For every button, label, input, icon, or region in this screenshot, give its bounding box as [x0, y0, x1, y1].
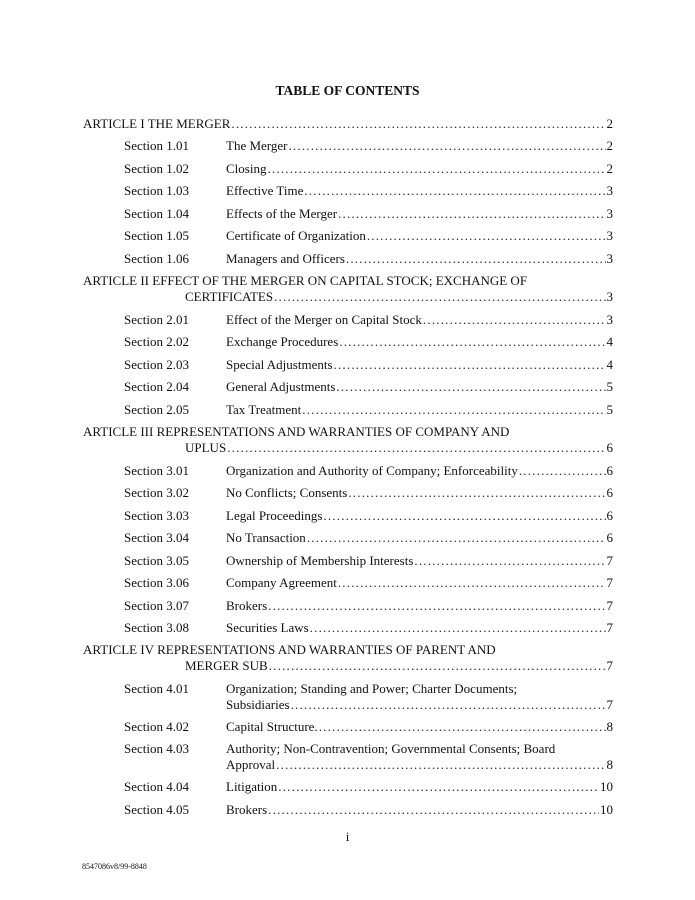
section-number: Section 1.06 — [124, 251, 189, 266]
page-ref: 3 — [606, 312, 613, 327]
page-ref: 4 — [606, 357, 613, 372]
section-title: General Adjustments — [226, 379, 336, 394]
section-title: Securities Laws — [226, 620, 309, 635]
page-ref: 6 — [606, 440, 613, 455]
toc-section-1-04[interactable] — [226, 206, 613, 222]
page-ref: 5 — [606, 402, 613, 417]
section-title-cont: Approval — [226, 757, 276, 772]
page-ref: 7 — [606, 620, 613, 635]
page-ref: 7 — [606, 575, 613, 590]
dot-leader — [348, 485, 605, 501]
section-number: Section 4.05 — [124, 802, 189, 817]
toc-article-2[interactable] — [185, 289, 613, 305]
section-number: Section 3.01 — [124, 463, 189, 478]
section-title: Managers and Officers — [226, 251, 345, 266]
section-title: Closing — [226, 161, 267, 176]
toc-section-4-03[interactable] — [226, 757, 613, 773]
page-ref: 3 — [606, 251, 613, 266]
toc-section-4-01[interactable] — [226, 697, 613, 713]
section-number: Section 1.04 — [124, 206, 189, 221]
page-ref: 6 — [606, 485, 613, 500]
page-ref: 2 — [606, 116, 613, 131]
page-ref: 10 — [600, 779, 613, 794]
section-number: Section 4.04 — [124, 779, 189, 794]
page-ref: 2 — [606, 138, 613, 153]
toc-article-1[interactable] — [83, 116, 613, 132]
dot-leader — [307, 530, 606, 546]
toc-section-3-03[interactable] — [226, 508, 613, 524]
page-ref: 5 — [606, 379, 613, 394]
article-heading[interactable]: ARTICLE III REPRESENTATIONS AND WARRANTIES OF COMPANY AND — [83, 424, 510, 439]
toc-section-4-05[interactable] — [226, 802, 613, 818]
section-number: Section 3.04 — [124, 530, 189, 545]
section-number: Section 3.05 — [124, 553, 189, 568]
toc-section-4-02[interactable] — [226, 719, 613, 735]
section-title: No Transaction — [226, 530, 306, 545]
dot-leader — [231, 116, 605, 132]
section-number: Section 3.06 — [124, 575, 189, 590]
section-number: Section 2.02 — [124, 334, 189, 349]
toc-article-4[interactable] — [185, 658, 613, 674]
toc-section-3-04[interactable] — [226, 530, 613, 546]
toc-section-2-05[interactable] — [226, 402, 613, 418]
dot-leader — [323, 508, 605, 524]
section-number: Section 3.07 — [124, 598, 189, 613]
section-number: Section 2.04 — [124, 379, 189, 394]
page-ref: 7 — [606, 553, 613, 568]
section-title: Ownership of Membership Interests — [226, 553, 414, 568]
section-title: Litigation — [226, 779, 278, 794]
toc-section-3-02[interactable] — [226, 485, 613, 501]
section-title: Exchange Procedures — [226, 334, 339, 349]
section-title: Certificate of Organization — [226, 228, 366, 243]
section-title: Capital Structure. — [226, 719, 318, 734]
section-number: Section 1.03 — [124, 183, 189, 198]
section-title: Company Agreement — [226, 575, 337, 590]
article-heading: ARTICLE I THE MERGER — [83, 116, 231, 131]
section-title: Effect of the Merger on Capital Stock — [226, 312, 422, 327]
section-title[interactable]: Authority; Non-Contravention; Governmental Consents; Board — [226, 741, 556, 756]
toc-section-1-02[interactable] — [226, 161, 613, 177]
section-title: Effective Time — [226, 183, 304, 198]
toc-section-2-03[interactable] — [226, 357, 613, 373]
page-ref: 8 — [606, 757, 613, 772]
page-ref: 6 — [606, 463, 613, 478]
section-number: Section 2.05 — [124, 402, 189, 417]
article-heading[interactable]: ARTICLE II EFFECT OF THE MERGER ON CAPITAL STOCK; EXCHANGE OF — [83, 273, 528, 288]
dot-leader — [334, 357, 606, 373]
article-heading-cont: MERGER SUB — [185, 658, 268, 673]
dot-leader — [267, 161, 605, 177]
dot-leader — [519, 463, 606, 479]
section-number: Section 3.02 — [124, 485, 189, 500]
page-ref: 7 — [606, 598, 613, 613]
page-ref: 3 — [606, 228, 613, 243]
dot-leader — [278, 779, 599, 795]
page-ref: 7 — [606, 697, 613, 712]
dot-leader — [319, 719, 606, 735]
toc-section-2-01[interactable] — [226, 312, 613, 328]
dot-leader — [269, 658, 606, 674]
dot-leader — [291, 697, 606, 713]
section-title: Special Adjustments — [226, 357, 333, 372]
dot-leader — [346, 251, 606, 267]
section-title: The Merger — [226, 138, 288, 153]
toc-section-2-04[interactable] — [226, 379, 613, 395]
article-heading-cont: UPLUS — [185, 440, 227, 455]
section-title: No Conflicts; Consents — [226, 485, 348, 500]
page-number: i — [345, 829, 350, 844]
dot-leader — [274, 289, 605, 305]
dot-leader — [276, 757, 605, 773]
dot-leader — [338, 575, 606, 591]
article-heading-cont: CERTIFICATES — [185, 289, 274, 304]
toc-section-3-01[interactable] — [226, 463, 613, 479]
dot-leader — [227, 440, 605, 456]
page-ref: 3 — [606, 183, 613, 198]
page-ref: 6 — [606, 508, 613, 523]
section-number: Section 2.03 — [124, 357, 189, 372]
toc-section-4-04[interactable] — [226, 779, 613, 795]
section-number: Section 4.02 — [124, 719, 189, 734]
toc-section-1-01[interactable] — [226, 138, 613, 154]
dot-leader — [367, 228, 606, 244]
page-title: TABLE OF CONTENTS — [275, 83, 420, 98]
section-title: Effects of the Merger — [226, 206, 338, 221]
page-ref: 2 — [606, 161, 613, 176]
dot-leader — [268, 598, 605, 614]
toc-section-1-06[interactable] — [226, 251, 613, 267]
section-number: Section 2.01 — [124, 312, 189, 327]
dot-leader — [304, 183, 605, 199]
toc-section-3-05[interactable] — [226, 553, 613, 569]
section-title: Legal Proceedings — [226, 508, 323, 523]
toc-article-3[interactable] — [185, 440, 613, 456]
section-number: Section 3.03 — [124, 508, 189, 523]
toc-section-2-02[interactable] — [226, 334, 613, 350]
section-title: Brokers — [226, 802, 268, 817]
section-title: Brokers — [226, 598, 268, 613]
dot-leader — [336, 379, 605, 395]
section-number: Section 4.03 — [124, 741, 189, 756]
page-ref: 10 — [600, 802, 613, 817]
dot-leader — [423, 312, 606, 328]
section-number: Section 1.05 — [124, 228, 189, 243]
page-ref: 8 — [606, 719, 613, 734]
page-ref: 3 — [606, 289, 613, 304]
section-title: Organization and Authority of Company; Enforceability — [226, 463, 518, 478]
dot-leader — [414, 553, 605, 569]
toc-section-1-05[interactable] — [226, 228, 613, 244]
dot-leader — [268, 802, 599, 818]
toc-section-1-03[interactable] — [226, 183, 613, 199]
section-number: Section 1.01 — [124, 138, 189, 153]
dot-leader — [288, 138, 605, 154]
toc-section-3-08[interactable] — [226, 620, 613, 636]
dot-leader — [302, 402, 605, 418]
toc-section-3-06[interactable] — [226, 575, 613, 591]
section-number: Section 1.02 — [124, 161, 189, 176]
section-title[interactable]: Organization; Standing and Power; Charter Documents; — [226, 681, 518, 696]
section-title-cont: Subsidiaries — [226, 697, 290, 712]
article-heading[interactable]: ARTICLE IV REPRESENTATIONS AND WARRANTIES OF PARENT AND — [83, 642, 496, 657]
dot-leader — [310, 620, 606, 636]
section-title: Tax Treatment — [226, 402, 302, 417]
page-ref: 3 — [606, 206, 613, 221]
section-number: Section 4.01 — [124, 681, 189, 696]
page-ref: 4 — [606, 334, 613, 349]
page-ref: 7 — [606, 658, 613, 673]
page-ref: 6 — [606, 530, 613, 545]
dot-leader — [339, 334, 605, 350]
section-number: Section 3.08 — [124, 620, 189, 635]
document-id: 8547086v8/99-8848 — [82, 862, 147, 871]
dot-leader — [338, 206, 605, 222]
toc-section-3-07[interactable] — [226, 598, 613, 614]
